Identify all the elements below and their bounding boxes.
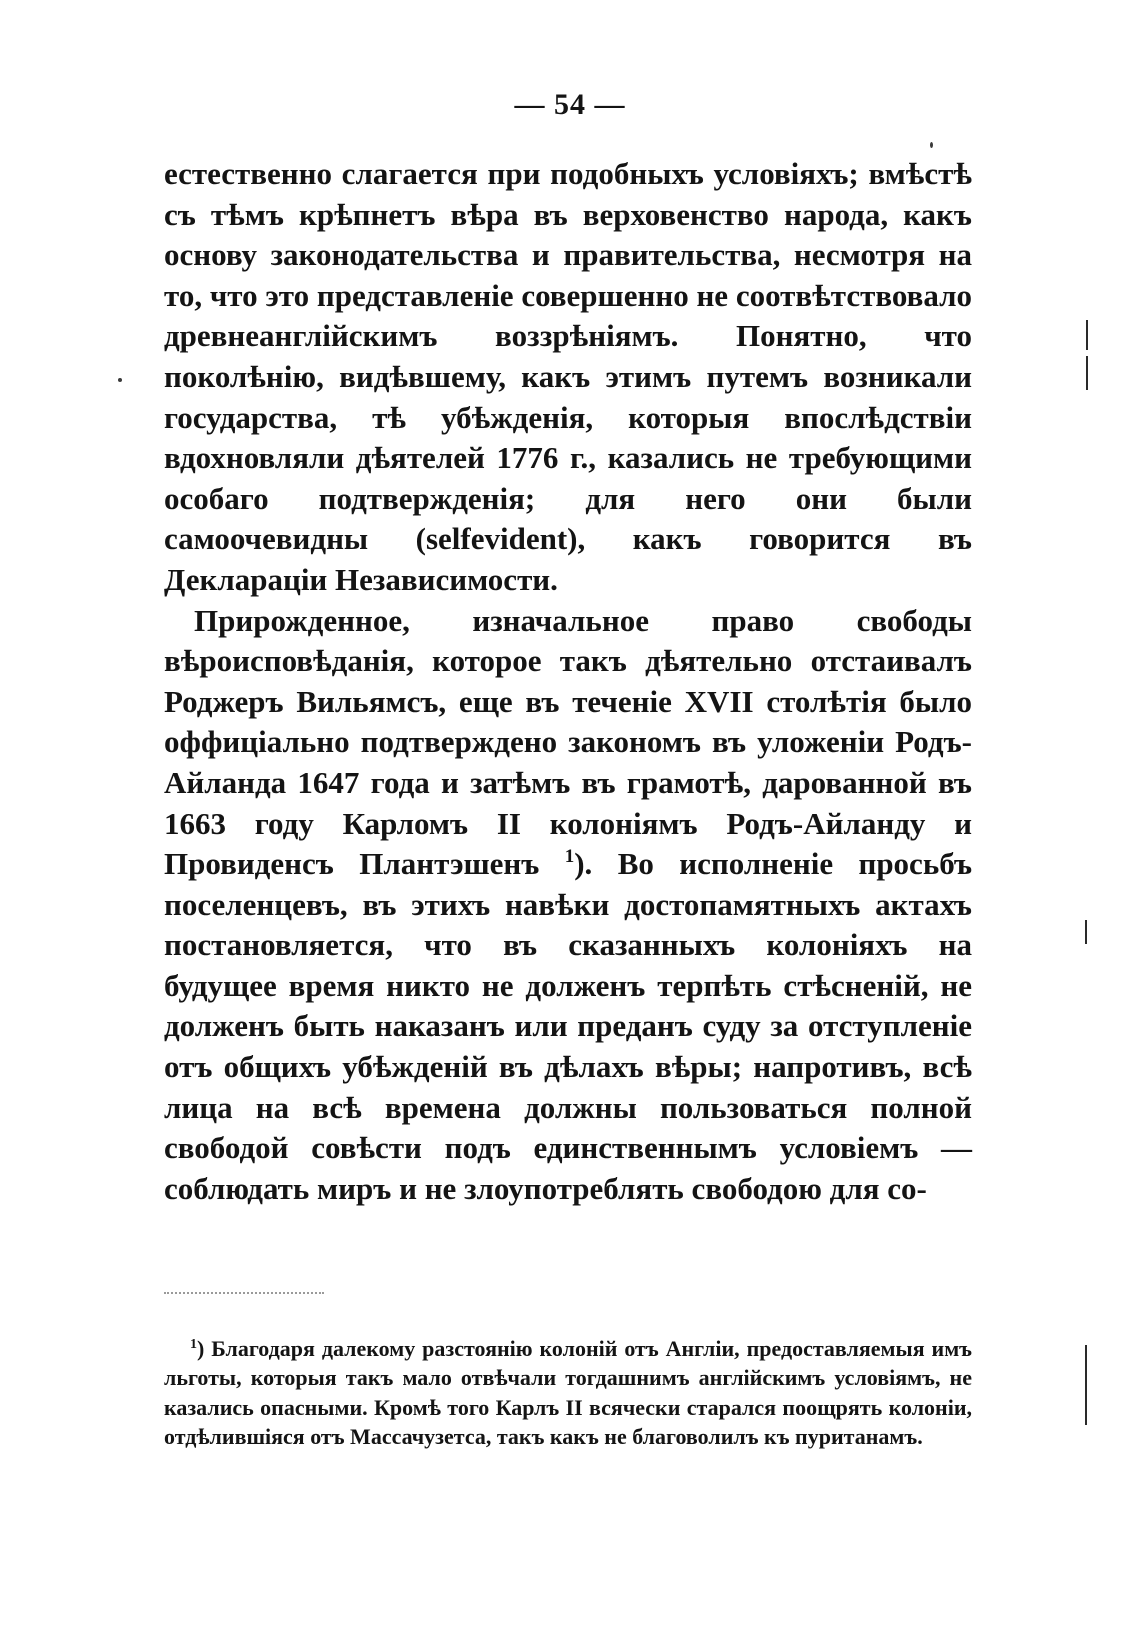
page-number: — 54 —	[514, 88, 626, 121]
footnote	[164, 1334, 972, 1452]
scan-edge-mark	[1085, 1345, 1087, 1425]
scan-edge-mark	[1085, 920, 1087, 944]
paragraph-2	[164, 601, 972, 1210]
footnote-marker: 1	[190, 1337, 197, 1352]
paragraph-2-text-end: ). Во исполненіе просьбъ поселенцевъ, въ этихъ навѣки достопамятныхъ актахъ постановляется, что въ сказанныхъ колоніяхъ на будущее время никто не долженъ терпѣть стѣсненій, не долженъ быть наказанъ или преданъ суду за отступленіе отъ общихъ убѣжденій въ дѣлахъ вѣры; напротивъ, всѣ лица на всѣ времена должны пользоваться полной свободой совѣсти подъ единственнымъ условіемъ — соблюдать миръ и не злоупотреблять свободою для со-	[164, 846, 973, 1206]
footnote-text: ) Благодаря далекому разстоянію колоній отъ Англіи, предоставляемыя имъ льготы, которыя такъ мало отвѣчали тогдашнимъ англійскимъ условіямъ, не казались опасными. Кромѣ того Карлъ II всячески старался поощрять колоніи, отдѣлившіяся отъ Массачузетса, такъ какъ не благоволилъ къ пуританамъ.	[164, 1336, 972, 1450]
paragraph-2-text-start: Прирожденное, изначальное право свободы вѣроисповѣданія, которое такъ дѣятельно отстаивалъ Роджеръ Вильямсъ, еще въ теченіе XVII столѣтія было оффиціально подтверждено закономъ въ уложеніи Родъ-Айланда 1647 года и затѣмъ въ грамотѣ, дарованной въ 1663 году Карломъ II колоніямъ Родъ-Айланду и Провиденсъ Плантэшенъ	[164, 602, 972, 882]
footnote-separator	[164, 1292, 324, 1294]
paragraph-1: естественно слагается при подобныхъ условіяхъ; вмѣстѣ съ тѣмъ крѣпнетъ вѣра въ верховенство народа, какъ основу законодательства и правительства, несмотря на то, что это представленіе совершенно не соотвѣтствовало древнеанглійскимъ воззрѣніямъ. Понятно, что поколѣнію, видѣвшему, какъ этимъ путемъ возникали государства, тѣ убѣжденія, которыя впослѣдствіи вдохновляли дѣятелей 1776 г., казались не требующими особаго подтвержденія; для него они были самоочевидны (selfevident), какъ говорится въ Деклараціи Независимости.	[164, 156, 972, 597]
scan-edge-mark	[1086, 320, 1088, 350]
main-text	[164, 154, 972, 1209]
scan-speck	[118, 378, 122, 382]
scan-speck	[930, 142, 933, 148]
scan-edge-mark	[1086, 356, 1088, 390]
footnote-reference: 1	[564, 846, 575, 868]
